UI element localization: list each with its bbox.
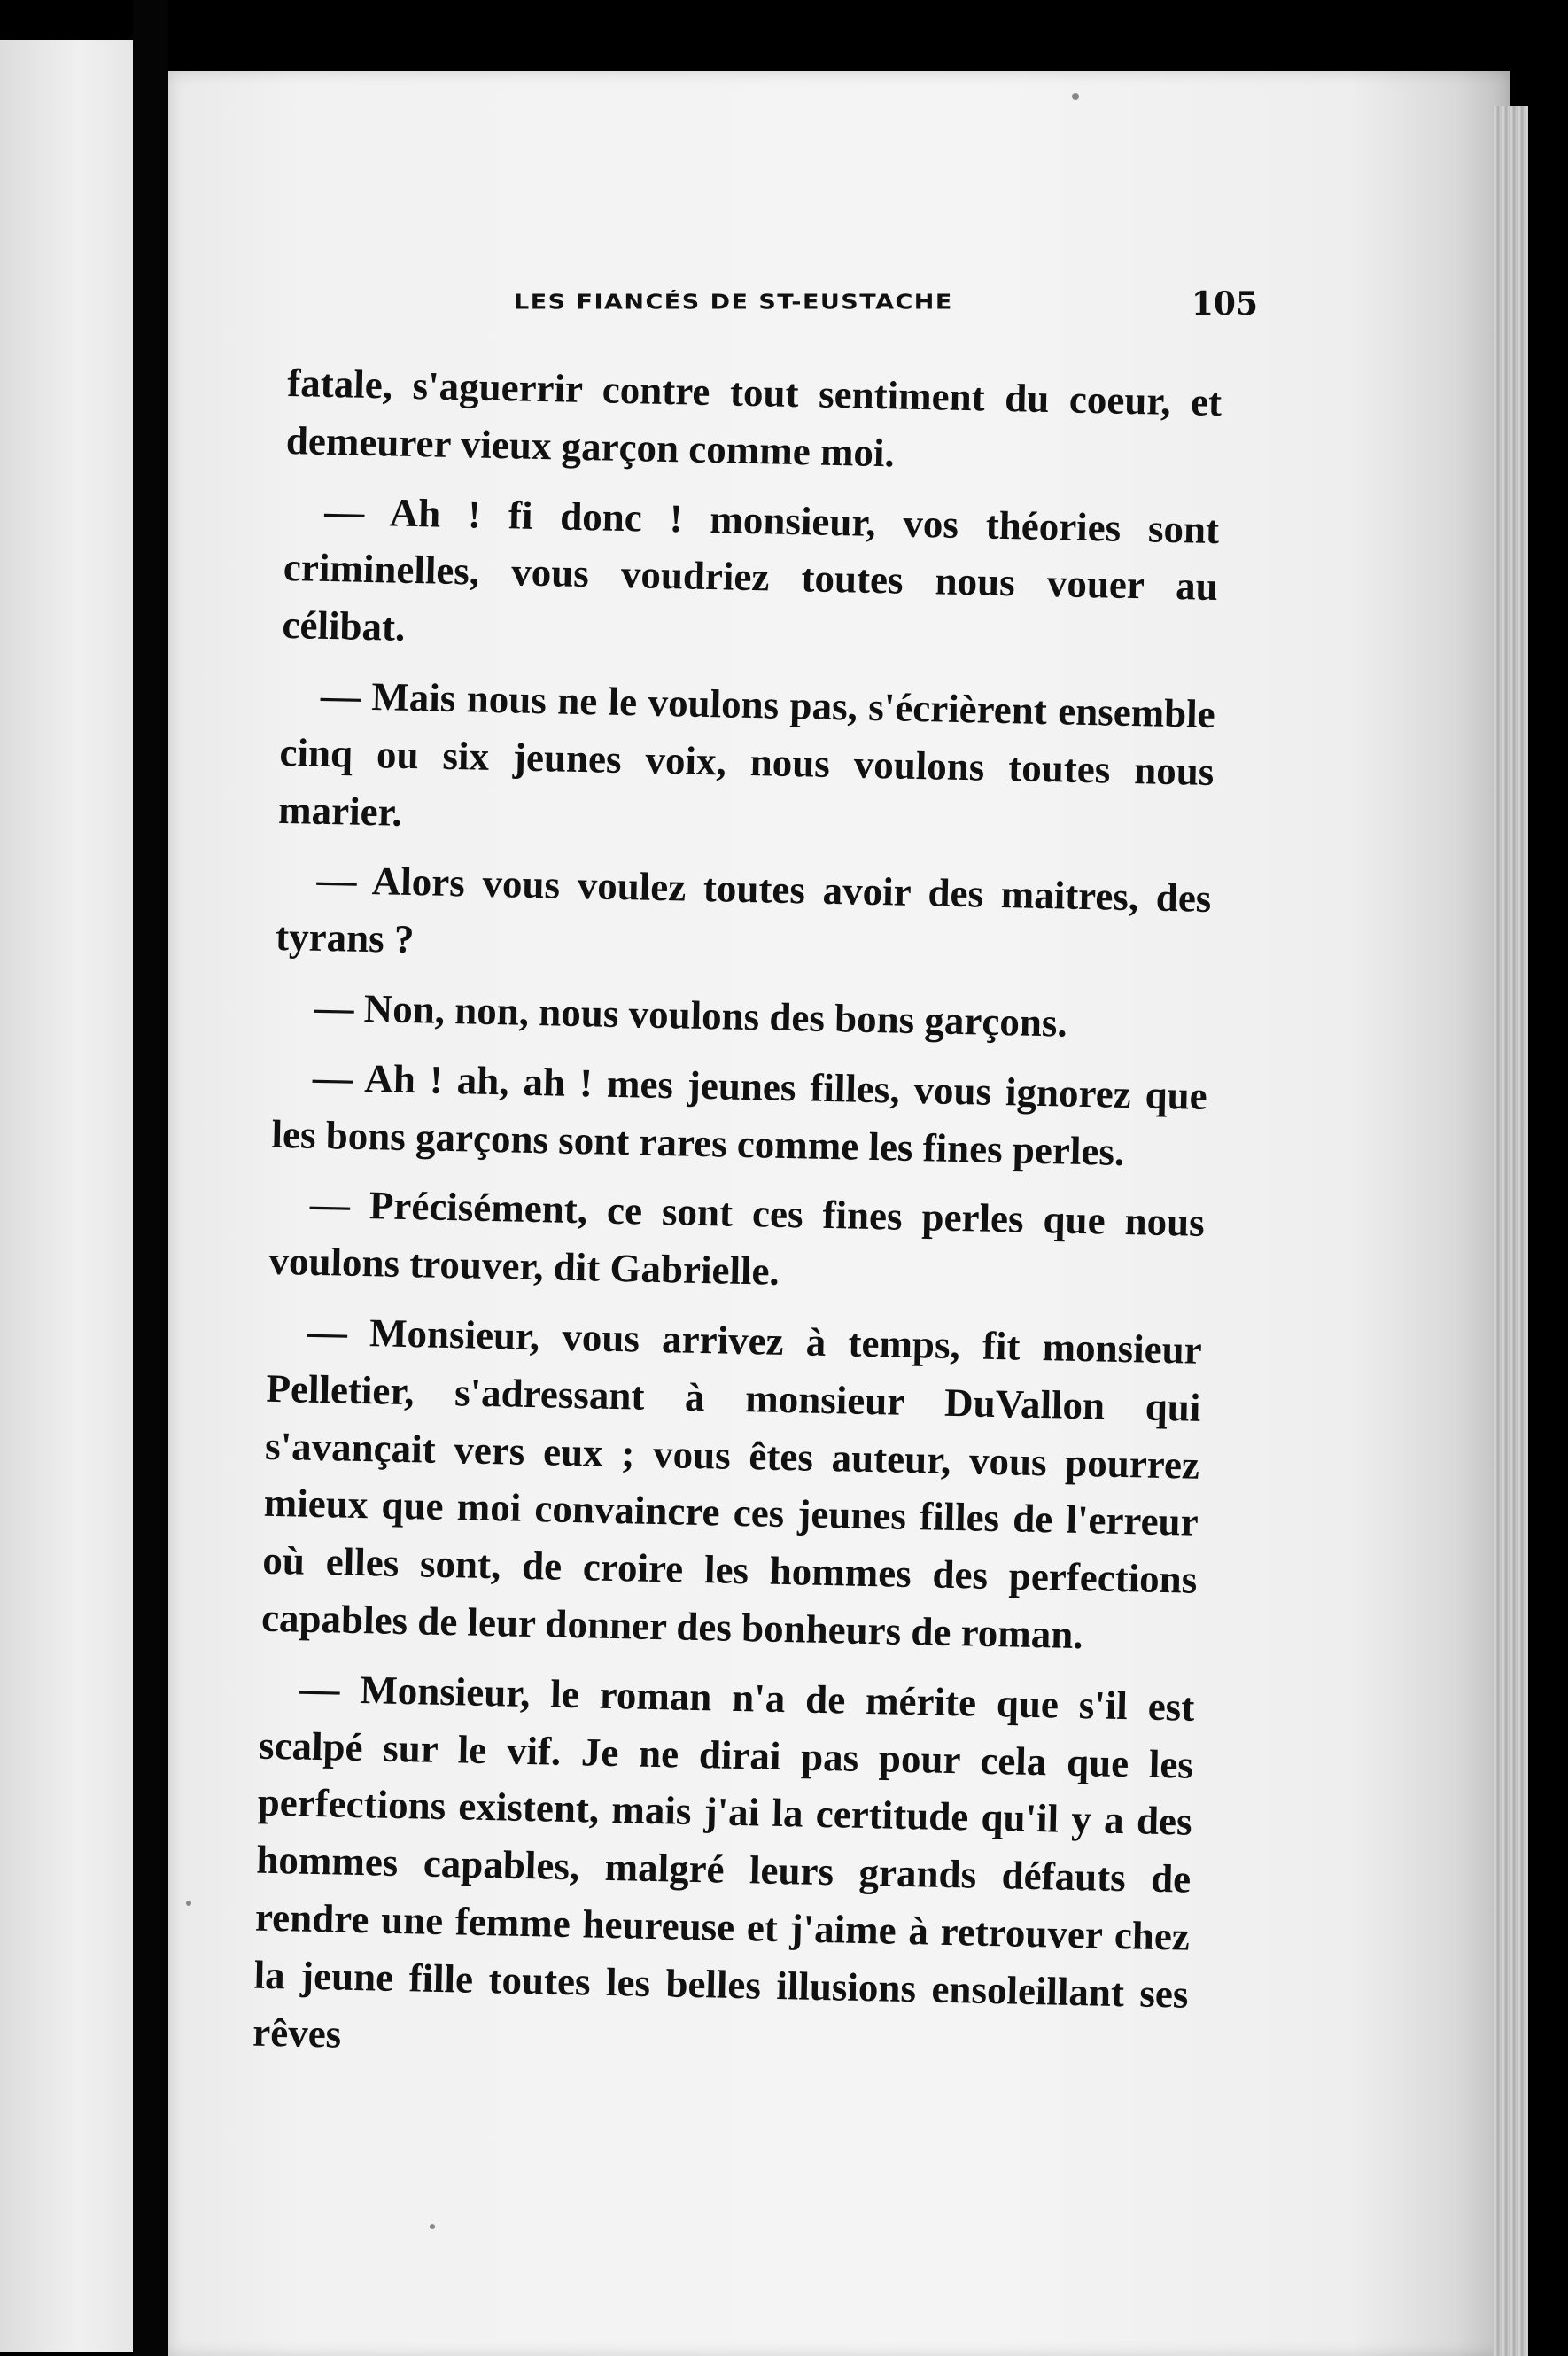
paragraph: — Monsieur, le roman n'a de mérite que s'il est scalpé sur le vif. Je ne dirai pas pour cela que les perfections existent, mais j'ai la certitude qu'il y a des hommes capables, malgré leurs grands défauts de rendre une femme heureuse et j'aime à retrouver chez la jeune fille toutes les belles illusions ensoleillant ses rêves <box>252 1666 1195 2057</box>
paragraph: — Non, non, nous voulons des bons garçons. <box>314 984 1068 1046</box>
body-text <box>252 354 1222 2093</box>
page-fore-edge <box>1493 106 1528 2356</box>
paragraph: — Alors vous voulez toutes avoir des maitres, des tyrans ? <box>275 858 1212 962</box>
left-page-edge <box>0 40 133 2352</box>
paragraph: — Mais nous ne le voulons pas, s'écrièrent ensemble cinq ou six jeunes voix, nous voulons toutes nous marier. <box>277 673 1216 835</box>
paragraph: — Ah ! fi donc ! monsieur, vos théories sont criminelles, vous voudriez toutes nous vouer au célibat. <box>282 488 1220 650</box>
scan-speck <box>1072 93 1079 100</box>
paragraph: fatale, s'aguerrir contre tout sentiment du coeur, et demeurer vieux garçon comme moi. <box>285 360 1223 476</box>
paragraph: — Monsieur, vous arrivez à temps, fit monsieur Pelletier, s'adressant à monsieur DuVallon qui s'avançait vers eux ; vous êtes auteur, vous pourrez mieux que moi convaincre ces jeunes filles de l'erreur où elles sont, de croire les hommes des perfections capables de leur donner des bonheurs de roman. <box>260 1309 1203 1658</box>
scan-speck <box>430 2224 435 2229</box>
right-background <box>1528 0 1568 2356</box>
running-title: LES FIANCÉS DE ST-EUSTACHE <box>514 291 953 315</box>
page-number: 105 <box>1191 285 1258 323</box>
paragraph: — Ah ! ah, ah ! mes jeunes filles, vous ignorez que les bons garçons sont rares comme les fines perles. <box>271 1054 1208 1174</box>
paragraph: — Précisément, ce sont ces fines perles que nous voulons trouver, dit Gabrielle. <box>268 1182 1206 1294</box>
scan-speck <box>186 1901 191 1906</box>
page-header <box>496 284 1258 337</box>
book-gutter <box>133 0 168 2356</box>
